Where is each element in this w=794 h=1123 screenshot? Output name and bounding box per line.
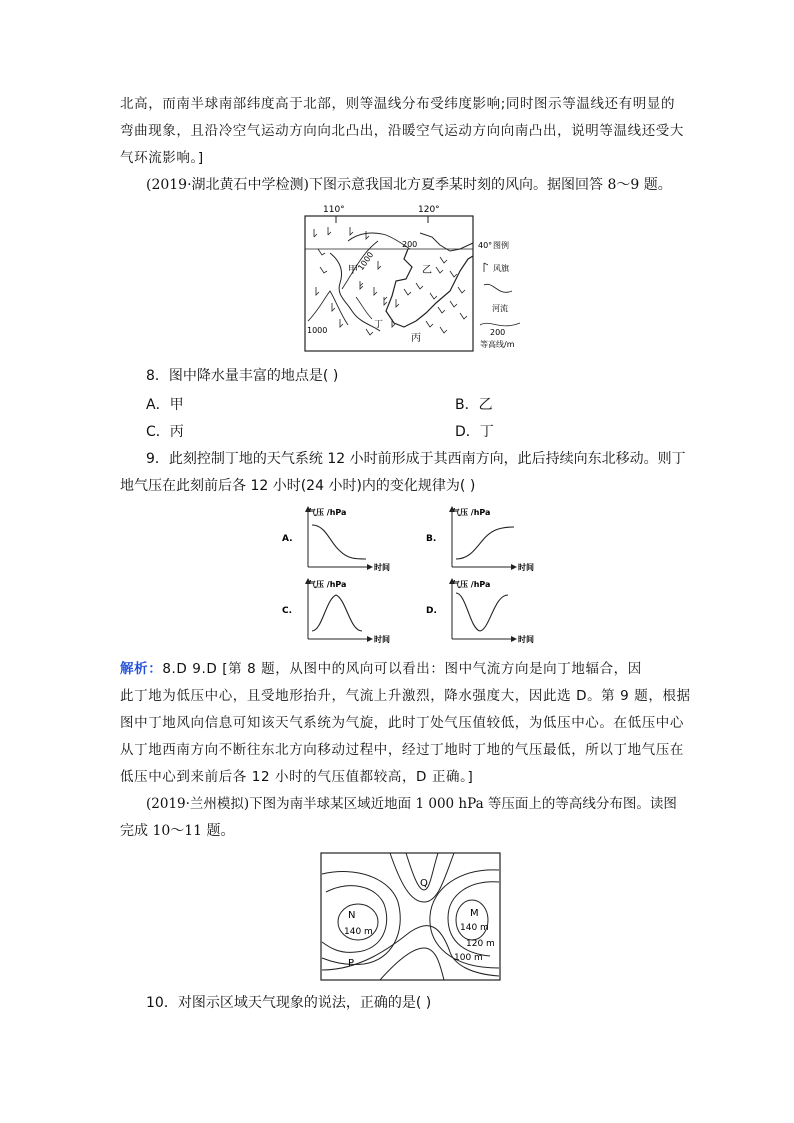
legend-river-label: 河流 bbox=[492, 304, 508, 313]
wind-map-figure bbox=[300, 201, 530, 353]
legend-river-icon bbox=[484, 284, 512, 292]
lon-120-label: 120° bbox=[418, 205, 440, 215]
label-q: Q bbox=[420, 878, 428, 889]
q9-line-1: 9．此刻控制丁地的天气系统 12 小时前形成于其西南方向，此后持续向东北移动。则丁 bbox=[146, 451, 686, 467]
label-m-140: 140 m bbox=[460, 923, 489, 933]
intro-q8-9: (2019·湖北黄石中学检测)下图示意我国北方夏季某时刻的风向。据图回答 8～9 题。 bbox=[146, 177, 672, 193]
graph-b-letter: B. bbox=[426, 534, 437, 544]
graph-a[interactable] bbox=[282, 507, 390, 572]
graph-a-curve bbox=[312, 525, 366, 559]
answer-line-1 bbox=[120, 656, 675, 683]
graph-a-letter: A. bbox=[282, 534, 293, 544]
contour-200-label: 200 bbox=[402, 240, 418, 249]
isobar-height-map-svg bbox=[320, 852, 502, 982]
wind-map-svg bbox=[300, 201, 530, 353]
intro-q10-11-line-2: 完成 10～11 题。 bbox=[120, 823, 235, 839]
q8-option-c[interactable]: C．丙 bbox=[146, 424, 184, 440]
graph-c-ylabel: 气压 /hPa bbox=[308, 580, 347, 589]
pressure-graphs-svg bbox=[276, 503, 546, 648]
isobar-height-map bbox=[320, 852, 502, 982]
q8-option-a[interactable]: A．甲 bbox=[146, 397, 184, 413]
answer-line-5: 低压中心到来前后各 12 小时的气压值都较高，D 正确。] bbox=[120, 769, 474, 785]
legend-flag-icon bbox=[484, 263, 488, 272]
graph-c-curve bbox=[312, 595, 362, 631]
graph-b-ylabel: 气压 /hPa bbox=[452, 508, 491, 517]
place-ding: 丁 bbox=[374, 320, 384, 330]
q8-option-d[interactable]: D．丁 bbox=[455, 424, 494, 440]
place-jia: 甲 bbox=[348, 265, 358, 276]
place-bing: 丙 bbox=[411, 333, 421, 344]
graph-a-ylabel: 气压 /hPa bbox=[308, 508, 347, 517]
legend-flag-label: 风旗 bbox=[493, 264, 509, 273]
graph-d-curve bbox=[456, 593, 508, 631]
answer-line-2: 此丁地为低压中心，且受地形抬升，气流上升激烈，降水强度大，因此选 D。第 9 题，根据 bbox=[120, 688, 691, 704]
label-p: P bbox=[348, 958, 355, 969]
place-yi: 乙 bbox=[422, 265, 432, 276]
q8-option-b[interactable]: B．乙 bbox=[455, 397, 493, 413]
legend-title: 图例 bbox=[493, 241, 509, 250]
answer-line-1-text: 8.D 9.D [第 8 题，从图中的风向可以看出：图中气流方向是向丁地辐合，因 bbox=[162, 661, 642, 677]
graph-b[interactable] bbox=[426, 507, 534, 572]
graph-c-letter: C. bbox=[282, 606, 293, 616]
lon-110-label: 110° bbox=[323, 205, 345, 215]
label-m: M bbox=[470, 908, 479, 919]
label-n: N bbox=[348, 910, 356, 921]
graph-b-xlabel: 时间 bbox=[518, 563, 534, 572]
label-m-120: 120 m bbox=[466, 939, 495, 949]
contour-1000-label-a: 1000 bbox=[356, 250, 376, 273]
label-n-140: 140 m bbox=[344, 927, 373, 937]
graph-d-xlabel: 时间 bbox=[518, 635, 534, 644]
answer-line-4: 从丁地西南方向不断往东北方向移动过程中，经过丁地时丁地的气压最低，所以丁地气压在 bbox=[120, 742, 684, 758]
lat-40-label: 40° bbox=[478, 241, 493, 250]
graph-d-letter: D. bbox=[426, 606, 437, 616]
legend-contour-label: 等高线/m bbox=[480, 340, 515, 349]
q8-stem: 8．图中降水量丰富的地点是( ) bbox=[146, 368, 339, 384]
graph-c-xlabel: 时间 bbox=[374, 635, 390, 644]
answer-line-3: 图中丁地风向信息可知该天气系统为气旋，此时丁处气压值较低，为低压中心。在低压中心 bbox=[120, 715, 684, 731]
prev-explanation-line-2: 弯曲现象，且沿冷空气运动方向向北凸出，沿暖空气运动方向向南凸出，说明等温线还受大 bbox=[120, 123, 684, 139]
prev-explanation-line-3: 气环流影响。] bbox=[120, 150, 204, 166]
graph-b-curve bbox=[456, 527, 514, 559]
q9-line-2: 地气压在此刻前后各 12 小时(24 小时)内的变化规律为( ) bbox=[120, 478, 476, 494]
contour-1000-label-b: 1000 bbox=[307, 326, 328, 335]
answer-label: 解析： bbox=[120, 661, 163, 677]
graph-c[interactable] bbox=[282, 579, 390, 644]
label-m-100: 100 m bbox=[454, 953, 483, 963]
legend-contour-value: 200 bbox=[490, 328, 506, 337]
pressure-graphs bbox=[276, 503, 546, 648]
legend-contour-icon bbox=[480, 323, 520, 326]
prev-explanation-line-1: 北高，而南半球南部纬度高于北部，则等温线分布受纬度影响;同时图示等温线还有明显的 bbox=[120, 96, 676, 112]
q10-stem: 10．对图示区域天气现象的说法，正确的是( ) bbox=[146, 995, 432, 1011]
graph-a-xlabel: 时间 bbox=[374, 563, 390, 572]
graph-d[interactable] bbox=[426, 579, 534, 644]
graph-d-ylabel: 气压 /hPa bbox=[452, 580, 491, 589]
intro-q10-11-line-1: (2019·兰州模拟)下图为南半球某区域近地面 1 000 hPa 等压面上的等高线分布图。读图 bbox=[146, 796, 677, 812]
